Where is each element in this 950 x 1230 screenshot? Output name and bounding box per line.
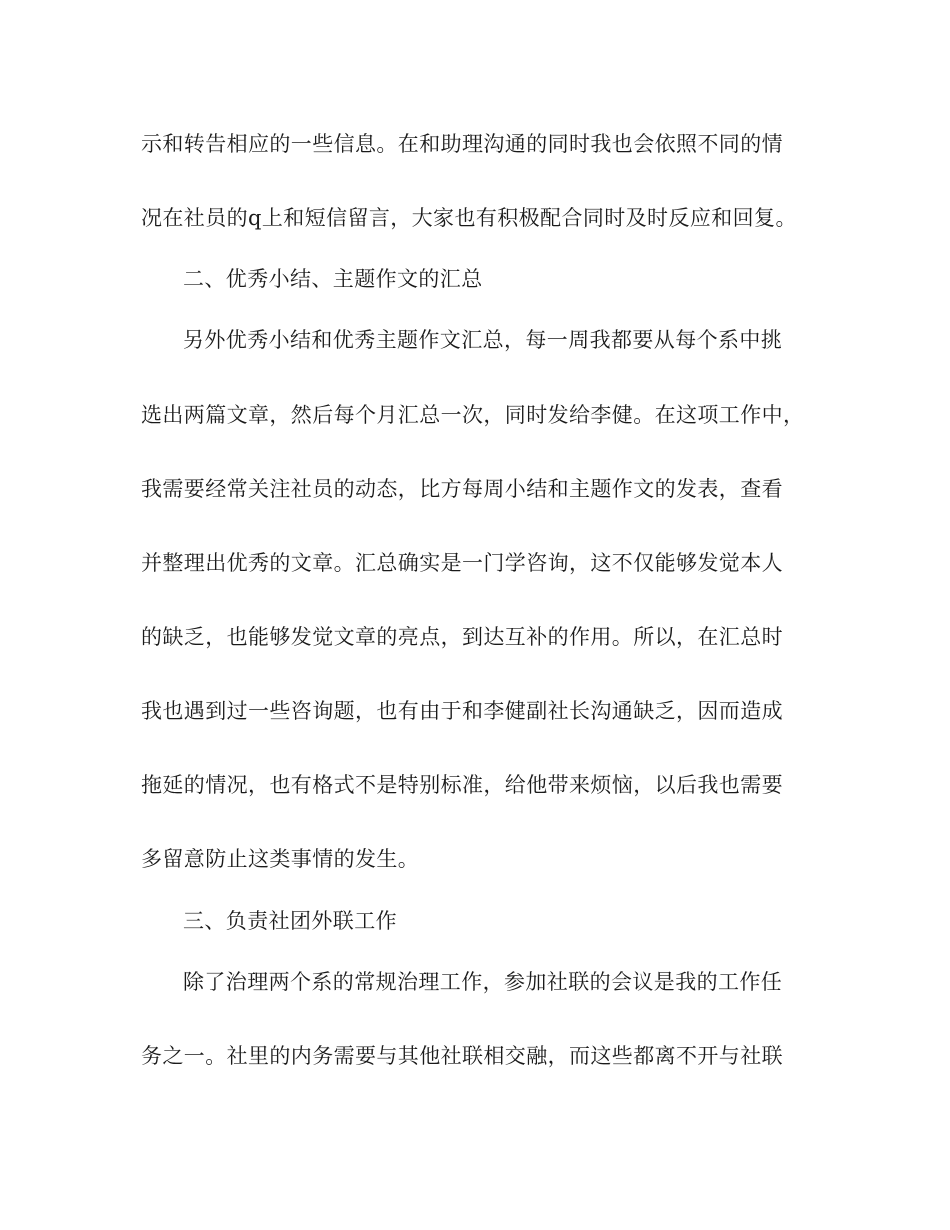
- section-heading: 三、负责社团外联工作: [183, 909, 397, 933]
- paragraph-line: 务之一。社里的内务需要与其他社联相交融，而这些都离不开与社联: [141, 1044, 783, 1068]
- paragraph-line: 示和转告相应的一些信息。在和助理沟通的同时我也会依照不同的情: [141, 132, 783, 156]
- section-heading: 二、优秀小结、主题作文的汇总: [183, 267, 483, 291]
- paragraph-line: 除了治理两个系的常规治理工作，参加社联的会议是我的工作任: [183, 970, 783, 994]
- paragraph-line: 多留意防止这类事情的发生。: [141, 847, 420, 871]
- paragraph-line: 我也遇到过一些咨询题，也有由于和李健副社长沟通缺乏，因而造成: [141, 699, 783, 723]
- paragraph-line: 并整理出优秀的文章。汇总确实是一门学咨询，这不仅能够发觉本人: [141, 551, 783, 575]
- paragraph-line: 况在社员的q上和短信留言，大家也有积极配合同时及时反应和回复。: [141, 206, 797, 230]
- paragraph-line: 另外优秀小结和优秀主题作文汇总，每一周我都要从每个系中挑: [183, 328, 783, 352]
- paragraph-line: 我需要经常关注社员的动态，比方每周小结和主题作文的发表，查看: [141, 477, 783, 501]
- paragraph-line: 选出两篇文章，然后每个月汇总一次，同时发给李健。在这项工作中，: [141, 403, 805, 427]
- paragraph-line: 的缺乏，也能够发觉文章的亮点，到达互补的作用。所以，在汇总时: [141, 625, 783, 649]
- paragraph-line: 拖延的情况，也有格式不是特别标准，给他带来烦恼，以后我也需要: [141, 773, 783, 797]
